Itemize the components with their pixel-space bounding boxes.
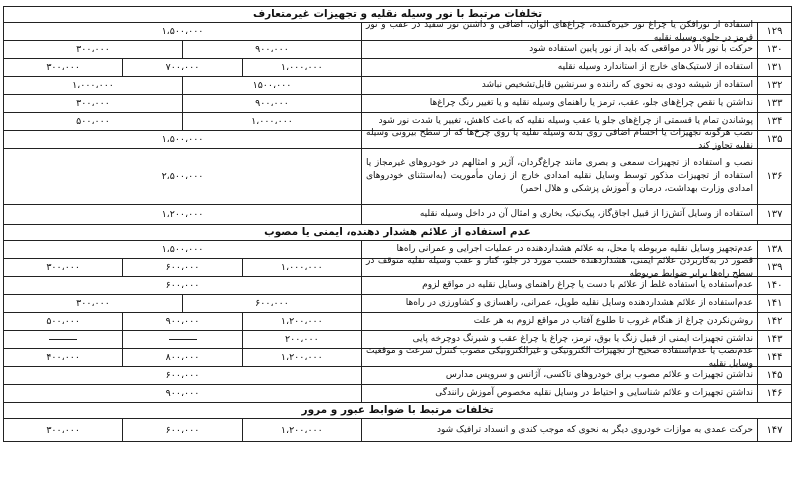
fine-amounts (4, 385, 361, 402)
fine-amounts (4, 77, 361, 94)
row-number: ۱۳۰ (757, 41, 791, 58)
fine-cell: ۶۰۰،۰۰۰ (165, 280, 200, 291)
violation-description (361, 345, 757, 369)
fine-cell: ۳۰۰،۰۰۰ (76, 298, 110, 309)
row-number: ۱۴۶ (757, 385, 791, 402)
section-header: تخلفات مرتبط با نور وسیله نقلیه و تجهیزات غیرمتعارف (4, 7, 791, 23)
table-row (4, 295, 791, 313)
row-number: ۱۴۱ (757, 295, 791, 312)
fine-cell: ۶۰۰،۰۰۰ (182, 295, 361, 312)
fine-cell: ۶۰۰،۰۰۰ (122, 419, 241, 441)
table-row (4, 149, 791, 205)
fine-amounts (4, 295, 361, 312)
fine-cell: ۱،۵۰۰،۰۰۰ (161, 134, 204, 145)
section-header: عدم استفاده از علائم هشدار دهنده، ایمنی یا مصوب (4, 225, 791, 241)
violation-description (361, 59, 757, 76)
table-row (4, 59, 791, 77)
fine-amounts (4, 349, 361, 366)
fine-amounts (4, 131, 361, 148)
fine-cell: ۱،۵۰۰،۰۰۰ (161, 26, 204, 37)
fine-cell: ۲،۵۰۰،۰۰۰ (161, 171, 204, 182)
violation-text: استفاده از وسایل آتش‌زا از قبیل اجاق‌گاز، پیک‌نیک، بخاری و امثال آن در داخل وسیله نقلیه (419, 209, 753, 219)
violation-text: نصب و استفاده از تجهیزات سمعی و بصری مانند چراغ‌گردان، آژیر و امثالهم در خودروهای غیرمجاز یا استفاده از تجهیزات مذکور توسط وسایل نقلیه امدادی خارج از زمان مأموریت (به‌استثنای خودروهای امدادی وزارت بهداشت، درمان و آموزش پزشکی و هلال احمر) (366, 158, 753, 194)
violation-text: روشن‌نکردن چراغ از هنگام غروب تا طلوع آفتاب در مواقع لزوم به هر علت (473, 316, 753, 326)
fine-cell: ۱،۲۰۰،۰۰۰ (161, 209, 204, 220)
violation-text: حرکت با نور بالا در مواقعی که باید از نور پایین استفاده شود (529, 44, 753, 54)
row-number: ۱۲۹ (757, 23, 791, 40)
row-number: ۱۴۷ (757, 419, 791, 441)
table-row (4, 127, 791, 151)
violation-text: نداشتن تجهیزات و علائم شناسایی و احتیاط در وسایل نقلیه مخصوص آموزش رانندگی (435, 388, 753, 398)
fine-cell: ۶۰۰،۰۰۰ (122, 259, 241, 276)
fine-cell: ۱،۰۰۰،۰۰۰ (182, 113, 361, 130)
violation-description (361, 419, 757, 441)
violation-description (361, 385, 757, 402)
fine-cell: ۳۰۰،۰۰۰ (46, 62, 81, 73)
table-row (4, 313, 791, 331)
fine-cell: ۸۰۰،۰۰۰ (122, 349, 241, 366)
fine-cell: ۶۰۰،۰۰۰ (165, 370, 200, 381)
fine-cell: ۱،۲۰۰،۰۰۰ (242, 419, 361, 441)
table-row (4, 367, 791, 385)
violation-text: نداشتن تجهیزات و علائم مصوب برای خودروهای تاکسی، آژانس و سرویس مدارس (445, 370, 753, 380)
fine-cell: ۱،۰۰۰،۰۰۰ (242, 259, 361, 276)
row-number: ۱۳۷ (757, 205, 791, 224)
violation-description (361, 149, 757, 204)
fine-cell: ۹۰۰،۰۰۰ (182, 41, 361, 58)
row-number: ۱۳۹ (757, 259, 791, 276)
fine-cell: ۱۵۰۰،۰۰۰ (182, 77, 361, 94)
row-number: ۱۳۵ (757, 131, 791, 148)
fine-amounts (4, 331, 361, 348)
violation-text: حرکت عمدی به موازات خودروی دیگر به نحوی که موجب کندی و انسداد ترافیک شود (436, 424, 753, 435)
fine-cell: ۱،۰۰۰،۰۰۰ (242, 59, 361, 76)
fine-cell: ۵۰۰،۰۰۰ (76, 116, 110, 127)
row-number: ۱۴۴ (757, 349, 791, 366)
violation-text: استفاده از لاستیک‌های خارج از استاندارد وسیله نقلیه (557, 62, 753, 72)
fine-cell: ۹۰۰،۰۰۰ (122, 313, 241, 330)
violation-description (361, 367, 757, 384)
violation-text: عدم‌نصب یا عدم‌استفاده صحیح از تجهیزات الکترونیکی و غیرالکترونیکی مصوب کنترل سرعت و موقعیت وسایل نقلیه (366, 345, 753, 369)
violation-text: استفاده از شیشه دودی به نحوی که راننده و سرنشین قابل‌تشخیص نباشد (481, 80, 753, 90)
fine-cell: ۱،۲۰۰،۰۰۰ (242, 349, 361, 366)
row-number: ۱۳۴ (757, 113, 791, 130)
table-row (4, 385, 791, 403)
violation-description (361, 127, 757, 151)
fine-cell: ۳۰۰،۰۰۰ (76, 44, 110, 55)
row-number: ۱۳۲ (757, 77, 791, 94)
fine-cell (122, 331, 241, 348)
violation-description (361, 19, 757, 43)
violation-text: استفاده از نورافکن یا چراغ نور خیره‌کننده، چراغ‌های الوان، اضافی و داشتن نور سفید در عقب و نور قرمز در جلوی وسیله نقلیه (366, 19, 753, 43)
fine-amounts (4, 313, 361, 330)
violation-description (361, 41, 757, 58)
violation-description (361, 255, 757, 279)
violation-description (361, 277, 757, 294)
fines-table (3, 6, 792, 442)
section-header: تخلفات مرتبط با ضوابط عبور و مرور (4, 403, 791, 419)
fine-cell: ۵۰۰،۰۰۰ (46, 316, 81, 327)
violation-text: عدم‌استفاده یا استفاده غلط از علائم با دست یا چراغ راهنمای وسایل نقلیه در مواقع لزوم (422, 280, 753, 290)
fine-amounts (4, 367, 361, 384)
fine-cell: ۱،۰۰۰،۰۰۰ (72, 80, 114, 91)
fine-cell: ۳۰۰،۰۰۰ (76, 98, 110, 109)
dash-mark (169, 339, 197, 340)
fine-amounts (4, 41, 361, 58)
fine-amounts (4, 113, 361, 130)
row-number: ۱۳۸ (757, 241, 791, 258)
violation-description (361, 295, 757, 312)
table-row (4, 205, 791, 225)
row-number: ۱۳۳ (757, 95, 791, 112)
row-number: ۱۳۶ (757, 149, 791, 204)
fine-cell (4, 331, 122, 348)
dash-mark (49, 339, 77, 340)
row-number: ۱۴۳ (757, 331, 791, 348)
fine-amounts (4, 277, 361, 294)
violation-text: نداشتن یا نقص چراغ‌های جلو، عقب، ترمز یا راهنمای وسیله نقلیه و یا تغییر رنگ چراغ‌ها (429, 98, 753, 108)
table-row (4, 345, 791, 369)
row-number: ۱۴۰ (757, 277, 791, 294)
table-row (4, 277, 791, 295)
fine-amounts (4, 23, 361, 40)
table-row (4, 255, 791, 279)
fine-amounts (4, 241, 361, 258)
fine-amounts (4, 205, 361, 224)
violation-text: عدم‌استفاده از علائم هشداردهنده وسایل نقلیه طویل، عمرانی، راهسازی و کشاورزی در راه‌ها (405, 298, 753, 308)
table-row (4, 77, 791, 95)
violation-text: عدم‌تجهیز وسایل نقلیه مربوطه یا محل، به علائم هشداردهنده در عملیات اجرایی و عمرانی راه‌ها (396, 244, 753, 254)
table-row (4, 419, 791, 441)
table-row (4, 41, 791, 59)
fine-cell: ۲۰۰،۰۰۰ (242, 331, 361, 348)
fine-cell: ۳۰۰،۰۰۰ (46, 262, 81, 273)
fine-cell: ۹۰۰،۰۰۰ (182, 95, 361, 112)
table-row (4, 95, 791, 113)
fine-cell: ۹۰۰،۰۰۰ (165, 388, 200, 399)
fine-cell: ۷۰۰،۰۰۰ (122, 59, 241, 76)
row-number: ۱۴۲ (757, 313, 791, 330)
fine-amounts (4, 149, 361, 204)
fine-amounts (4, 419, 361, 441)
violation-text: پوشاندن تمام یا قسمتی از چراغ‌های جلو یا عقب وسیله نقلیه که باعث کاهش، تغییر یا شدت نور شود (378, 116, 753, 126)
violation-description (361, 77, 757, 94)
fine-amounts (4, 95, 361, 112)
table-row (4, 19, 791, 43)
violation-text: قصور در به‌کاربردن علائم ایمنی، هشداردهنده حسب مورد در جلو، کنار و عقب وسیله نقلیه متوقف در سطح راه‌ها برابر ضوابط مربوطه (366, 255, 753, 279)
row-number: ۱۳۱ (757, 59, 791, 76)
violation-text: نصب هرگونه تجهیزات یا احسام اضافی روی بدنه وسیله نقلیه یا روی چرخ‌ها که از سطح بیرونی وسیله نقلیه تجاوز کند (366, 127, 753, 151)
fine-amounts (4, 59, 361, 76)
fine-cell: ۱،۵۰۰،۰۰۰ (161, 244, 204, 255)
row-number: ۱۴۵ (757, 367, 791, 384)
violation-text: نداشتن تجهیزات ایمنی از قبیل زنگ یا بوق، ترمز، چراغ یا چراغ عقب و شبرنگ دوچرخه پایی (412, 334, 753, 344)
violation-description (361, 205, 757, 224)
fine-cell: ۳۰۰،۰۰۰ (46, 424, 81, 436)
violation-description (361, 95, 757, 112)
violation-description (361, 313, 757, 330)
fine-cell: ۴۰۰،۰۰۰ (46, 352, 81, 363)
fine-cell: ۱،۲۰۰،۰۰۰ (242, 313, 361, 330)
fine-amounts (4, 259, 361, 276)
